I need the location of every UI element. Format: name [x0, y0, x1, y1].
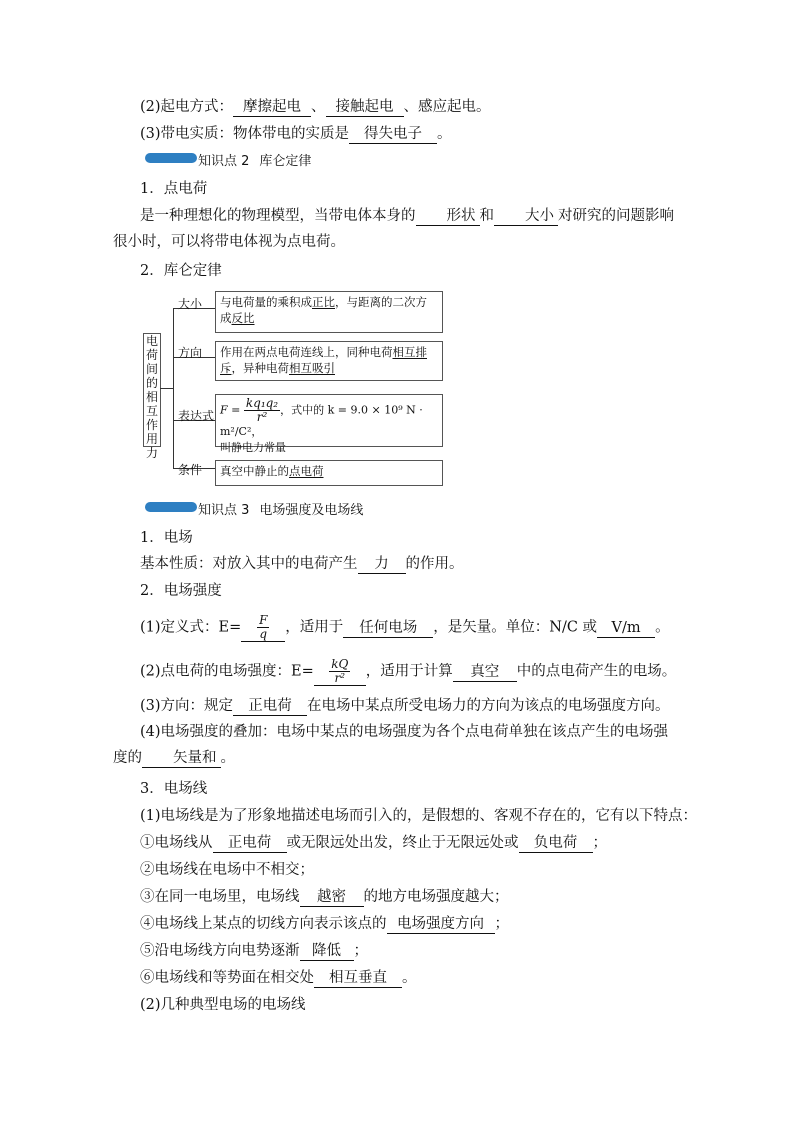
text: 。 [220, 750, 235, 766]
vertical-title-char: 电 [145, 334, 158, 348]
blank-vector-sum: 矢量和 [142, 749, 221, 768]
vertical-title-char: 相 [145, 390, 158, 404]
text: ，是矢量。单位：N/C 或 [433, 619, 598, 636]
blank-contact: 接触起电 [326, 98, 404, 117]
text: ，异种电荷 [231, 361, 289, 375]
text: 正比 [312, 295, 335, 309]
vertical-title-char: 用 [145, 432, 158, 446]
label-direction: 方向 [178, 346, 203, 360]
text: ，适用于计算 [365, 663, 453, 680]
kp2-label: 知识点 2 [198, 154, 250, 169]
s2-heading: 2．库仑定律 [140, 263, 222, 279]
e3-intro: (1)电场线是为了形象地描述电场而引入的，是假想的、客观不存在的，它有以下特点： [140, 808, 698, 824]
box-magnitude [215, 291, 443, 333]
e2-heading: 2．电场强度 [140, 583, 222, 599]
text: ⑥电场线和等势面在相交处 [140, 970, 314, 986]
s1-heading: 1．点电荷 [140, 181, 208, 197]
e3-typical: (2)几种典型电场的电场线 [140, 997, 306, 1013]
e3-item-1 [140, 833, 607, 853]
blank-shape: 形状 [416, 207, 480, 226]
label-condition: 条件 [178, 463, 203, 477]
text: (2)起电方式： [140, 99, 234, 115]
text: 。 [402, 970, 417, 986]
text: 、感应起电。 [403, 99, 491, 115]
label-magnitude: 大小 [178, 297, 203, 311]
s1-paragraph [113, 203, 678, 255]
denominator: r² [334, 671, 346, 685]
denominator: r² [256, 410, 268, 424]
e3-item-6 [140, 968, 417, 988]
blank-any-field: 任何电场 [343, 619, 433, 638]
vertical-title-char: 力 [145, 446, 158, 460]
vertical-title-char: 互 [145, 404, 158, 418]
text: 的作用。 [405, 556, 464, 572]
text: ； [353, 943, 368, 959]
line-charging-methods [140, 97, 491, 117]
text: ③在同一电场里，电场线 [140, 889, 300, 905]
formula-e-def [257, 614, 269, 641]
blank-end: 负电荷 [519, 834, 593, 853]
kp2-heading [198, 150, 311, 169]
vertical-title-char: 荷 [145, 348, 158, 362]
blank-denser: 越密 [300, 888, 364, 907]
e2-definition [140, 614, 670, 642]
kp3-label: 知识点 3 [198, 503, 250, 518]
text: 、 [311, 99, 326, 115]
vertical-title-char: 的 [145, 376, 158, 390]
blank-field-direction: 电场强度方向 [387, 915, 495, 934]
text: 中的点电荷产生的电场。 [516, 663, 677, 680]
e3-item-3 [140, 887, 509, 907]
e2-point-charge [140, 658, 676, 686]
vertical-title-char: 作 [145, 418, 158, 432]
connector [160, 388, 173, 389]
e1-text [140, 554, 464, 574]
text: (2)点电荷的电场强度：E= [140, 663, 314, 680]
blank-unit: V/m [597, 619, 655, 638]
text: 或无限远处出发，终止于无限远处或 [286, 835, 519, 851]
blank-decrease: 降低 [300, 942, 354, 961]
text: F = [220, 403, 241, 417]
text: 相互排斥 [220, 345, 427, 375]
text: ，与距离的二次方成 [220, 295, 427, 325]
e3-item-4 [140, 914, 509, 934]
box-direction [215, 341, 443, 381]
e3-item-2: ②电场线在电场中不相交； [140, 862, 314, 878]
kp3-badge [145, 502, 197, 512]
kp3-heading [198, 499, 363, 518]
connector [173, 308, 174, 468]
e2-superposition [113, 719, 678, 771]
text: ⑤沿电场线方向电势逐渐 [140, 943, 300, 959]
text: 在电场中某点所受电场力的方向为该点的电场强度方向。 [307, 698, 670, 714]
text: 基本性质：对放入其中的电荷产生 [140, 556, 358, 572]
numerator: F [259, 613, 268, 627]
text: 与电荷量的乘积成 [220, 295, 312, 309]
e1-heading: 1．电场 [140, 530, 193, 546]
text: 的地方电场强度越大； [363, 889, 509, 905]
e3-item-5 [140, 941, 368, 961]
text: (1)定义式：E= [140, 619, 242, 636]
box-condition [215, 460, 443, 486]
text: ①电场线从 [140, 835, 213, 851]
text: 。 [655, 619, 670, 636]
text: ； [592, 835, 607, 851]
blank-def-formula [241, 614, 285, 642]
line-charging-essence [140, 124, 452, 144]
text: (3)带电实质：物体带电的实质是 [140, 126, 350, 142]
formula-e-point [329, 658, 350, 685]
text: 是一种理想化的物理模型，当带电体本身的 [140, 208, 416, 224]
text: ，适用于 [285, 619, 344, 636]
text: 相互吸引 [289, 361, 335, 375]
diagram-vertical-title [143, 333, 161, 460]
text: 叫静电力常量 [220, 441, 286, 454]
label-expression: 表达式 [178, 409, 215, 423]
text: 和 [479, 208, 494, 224]
numerator: kQ [331, 657, 349, 671]
text: ④电场线上某点的切线方向表示该点的 [140, 916, 387, 932]
e3-heading: 3．电场线 [140, 781, 208, 797]
blank-electrons: 得失电子 [349, 125, 437, 144]
blank-positive: 正电荷 [233, 697, 307, 716]
text: (4)电场强度的叠加：电场中某点的电场强度为各个点电荷单独在该点产生的电场强度的 [113, 724, 669, 766]
vertical-title-char: 间 [145, 362, 158, 376]
text: (3)方向：规定 [140, 698, 234, 714]
text: ，式中的 k = 9.0 × 10⁹ N · m²/C²， [220, 403, 423, 438]
text: ； [494, 916, 509, 932]
formula-coulomb [244, 397, 280, 424]
blank-point-formula [314, 658, 366, 686]
blank-start: 正电荷 [213, 834, 287, 853]
text: 作用在两点电荷连线上，同种电荷 [220, 345, 393, 359]
e2-direction [140, 696, 670, 716]
box-expression [215, 394, 443, 454]
denominator: q [259, 627, 268, 641]
text: 真空中静止的 [220, 464, 289, 478]
kp2-badge [145, 153, 197, 163]
blank-friction: 摩擦起电 [233, 98, 311, 117]
numerator: kq₁q₂ [245, 396, 279, 410]
text: 对研究的问题影响很小时，可以将带电体视为点电荷。 [113, 208, 674, 250]
text: 点电荷 [289, 464, 324, 478]
blank-vacuum: 真空 [453, 663, 517, 682]
kp3-title: 电场强度及电场线 [259, 503, 364, 518]
kp2-title: 库仑定律 [259, 154, 312, 169]
text: 。 [437, 126, 452, 142]
blank-perpendicular: 相互垂直 [314, 969, 402, 988]
text: 反比 [231, 311, 255, 325]
blank-force: 力 [358, 555, 406, 574]
blank-size: 大小 [494, 207, 558, 226]
